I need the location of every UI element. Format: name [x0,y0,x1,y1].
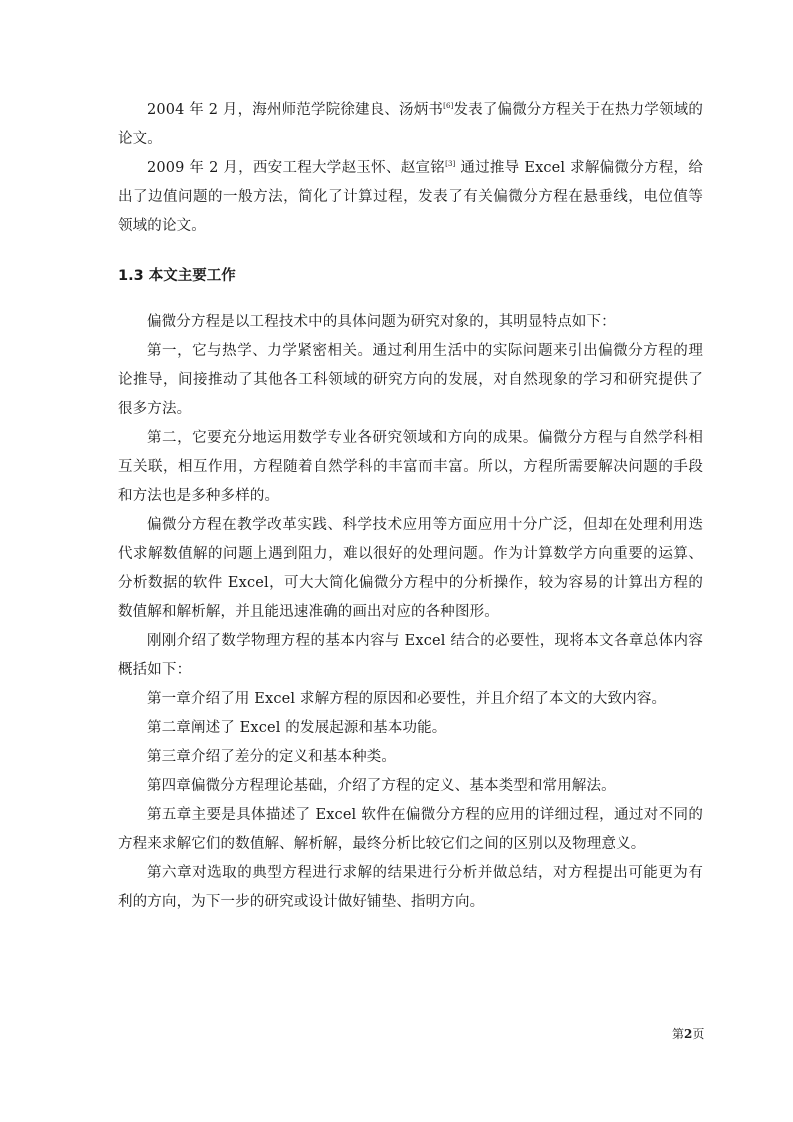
body-paragraph: 第一，它与热学、力学紧密相关。通过利用生活中的实际问题来引出偏微分方程的理论推导，间接推动了其他各工科领域的研究方向的发展，对自然现象的学习和研究提供了很多方法。 [118,343,703,417]
citation-ref: [6] [443,102,454,111]
chapter-summary: 第四章偏微分方程理论基础，介绍了方程的定义、基本类型和常用解法。 [147,778,616,794]
page-number-suffix: 页 [692,1027,705,1041]
history-paragraph-1 [118,96,703,154]
history-text: 2004 年 2 月，海州师范学院徐建良、汤炳书 [147,102,444,118]
chapter-summary: 第六章对选取的典型方程进行求解的结果进行分析并做总结，对方程提出可能更为有利的方向，为下一步的研究或设计做好铺垫、指明方向。 [118,865,703,910]
body-paragraph: 刚刚介绍了数学物理方程的基本内容与 Excel 结合的必要性，现将本文各章总体内容概括如下： [118,633,703,678]
chapter-summary: 第三章介绍了差分的定义和基本种类。 [147,749,397,765]
page-number [672,1025,704,1042]
citation-ref: [3] [445,160,456,169]
chapter-summary: 第五章主要是具体描述了 Excel 软件在偏微分方程的应用的详细过程，通过对不同的方程来求解它们的数值解、解析解，最终分析比较它们之间的区别以及物理意义。 [118,807,703,852]
page-number-prefix: 第 [672,1027,685,1041]
body-paragraph: 偏微分方程在教学改革实践、科学技术应用等方面应用十分广泛，但却在处理利用迭代求解数值解的问题上遇到阻力，难以很好的处理问题。作为计算数学方向重要的运算、分析数据的软件 Excel，可大大简化偏微分方程中的分析操作，较为容易的计算出方程的数值解和解析解，并且能迅速准确的画出对应的各种图形。 [118,517,703,620]
page-content [118,96,703,917]
section-heading: 1.3 本文主要工作 [118,268,236,284]
chapter-summary: 第一章介绍了用 Excel 求解方程的原因和必要性，并且介绍了本文的大致内容。 [147,691,667,707]
body-paragraph: 偏微分方程是以工程技术中的具体问题为研究对象的，其明显特点如下： [147,314,616,330]
history-text: 发表了偏微分方程关于在热力学领域的论文。 [118,102,703,147]
body-paragraph: 第二，它要充分地运用数学专业各研究领域和方向的成果。偏微分方程与自然学科相互关联，相互作用，方程随着自然学科的丰富而丰富。所以，方程所需要解决问题的手段和方法也是多种多样的。 [118,430,703,504]
page-number-value: 2 [684,1027,693,1041]
history-text: 2009 年 2 月，西安工程大学赵玉怀、赵宣铭 [147,160,446,176]
chapter-summary: 第二章阐述了 Excel 的发展起源和基本功能。 [147,720,447,736]
history-paragraph-2 [118,154,703,241]
history-text: 通过推导 Excel 求解偏微分方程，给出了边值问题的一般方法，简化了计算过程，发表了有关偏微分方程在悬垂线，电位值等领域的论文。 [118,160,703,234]
